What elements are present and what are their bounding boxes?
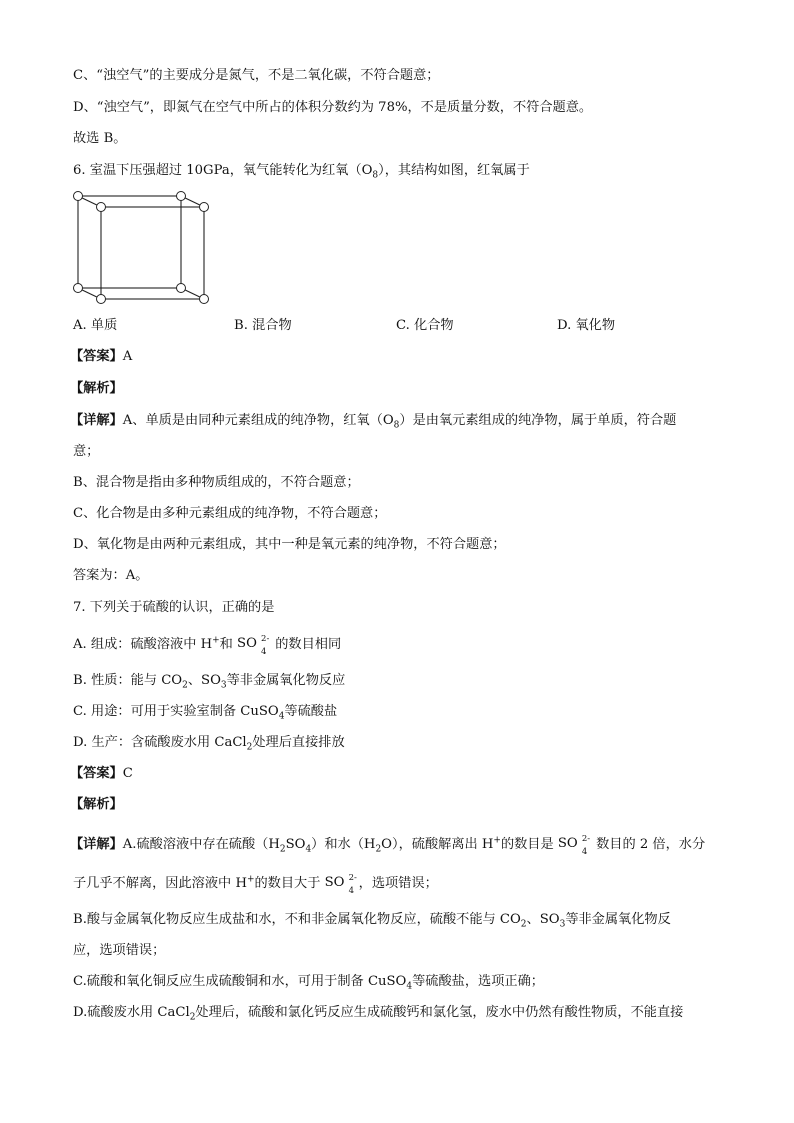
text: A.硫酸溶液中存在硫酸（H (122, 837, 280, 852)
text: 7. 下列关于硫酸的认识，正确的是 (73, 600, 275, 615)
text-line (73, 942, 165, 960)
subscript: 8 (372, 170, 379, 181)
text: ，选项错误； (358, 876, 438, 891)
subscript: 2 (520, 919, 527, 930)
text: C.硫酸和氧化铜反应生成硫酸铜和水，可用于制备 CuSO (73, 974, 407, 989)
text: D、氧化物是由两种元素组成，其中一种是氧元素的纯净物，不符合题意； (73, 537, 506, 552)
analysis-label: 【解析】 (70, 797, 123, 812)
option-a (73, 317, 117, 335)
question-6-stem (73, 162, 530, 180)
text: 和 (219, 637, 238, 652)
subscript: 3 (220, 680, 227, 691)
ion-charge: 2- (581, 834, 591, 844)
option-d (557, 317, 615, 335)
text: A、单质是由同种元素组成的纯净物，红氧（O (122, 413, 394, 428)
answer-value: A (122, 349, 133, 364)
text-line (73, 1004, 683, 1022)
subscript: 2 (375, 844, 382, 855)
detail-7-a (70, 834, 706, 857)
ion-charge: 2- (348, 873, 357, 883)
ion-base: SO (324, 875, 345, 890)
text: O），硫酸解离出 H (381, 837, 494, 852)
text-line (73, 973, 544, 991)
superscript: + (493, 835, 501, 846)
subscript: 4 (406, 981, 413, 992)
text: SO (285, 837, 306, 852)
text: 答案为：A。 (73, 568, 149, 583)
text-line (73, 873, 438, 896)
superscript: + (246, 874, 255, 885)
text: ）是由氧元素组成的纯净物，属于单质，符合题 (399, 413, 677, 428)
text: D. 氧化物 (557, 318, 616, 333)
analysis-label: 【解析】 (70, 381, 123, 396)
text-line (73, 67, 439, 85)
option-d (73, 734, 345, 752)
ion-base: SO (237, 636, 257, 651)
text-line (73, 130, 126, 148)
subscript: 4 (278, 711, 285, 722)
text: ）和水（H (311, 837, 376, 852)
text: A. 单质 (73, 318, 118, 333)
subscript: 2 (182, 680, 188, 691)
text-line (73, 443, 99, 461)
red-oxygen-structure-figure (70, 190, 220, 305)
text: 、SO (187, 673, 221, 688)
text: 数目的 2 倍，水分 (591, 837, 706, 852)
sulfate-ion (324, 873, 359, 896)
text: 应，选项错误； (73, 943, 166, 958)
text: 等硫酸盐 (284, 704, 338, 719)
text: 等非金属氧化物反应 (226, 673, 346, 688)
text: B. 性质：能与 CO (73, 673, 183, 688)
text: 意； (73, 444, 100, 459)
ion-subscript: 4 (261, 647, 267, 657)
text-line (73, 474, 360, 492)
subscript: 2 (279, 844, 286, 855)
answer-value: C (122, 766, 133, 781)
text: B、混合物是指由多种物质组成的，不符合题意； (73, 475, 360, 490)
subscript: 2 (189, 1012, 196, 1023)
detail-label: 【详解】 (70, 413, 123, 428)
subscript: 4 (305, 844, 312, 855)
option-b (234, 317, 292, 335)
ion-subscript: 4 (581, 847, 588, 857)
answer-7 (70, 765, 133, 783)
text: 处理后，硫酸和氯化钙反应生成硫酸钙和氯化氢，废水中仍然有酸性物质，不能直接 (195, 1005, 684, 1020)
analysis-7 (70, 796, 123, 814)
text: 故选 B。 (73, 131, 127, 146)
text: A. 组成：硫酸溶液中 H (73, 637, 213, 652)
option-b (73, 672, 345, 690)
analysis-6 (70, 380, 123, 398)
option-a (73, 634, 342, 657)
subscript: 3 (559, 919, 566, 930)
text: 、SO (526, 912, 560, 927)
text: 处理后直接排放 (252, 735, 345, 750)
text-line (73, 567, 148, 585)
text-line (73, 911, 671, 929)
text: D、“浊空气”，即氮气在空气中所占的体积分数约为 78%，不是质量分数，不符合题意。 (73, 100, 593, 115)
detail-6-a (70, 412, 676, 430)
text-line (73, 505, 386, 523)
text: C. 用途：可用于实验室制备 CuSO (73, 704, 279, 719)
text: 等硫酸盐，选项正确； (412, 974, 544, 989)
answer-6 (70, 348, 132, 366)
sulfate-ion (237, 634, 271, 657)
subscript: 2 (246, 742, 253, 753)
text: 的数目是 (500, 837, 558, 852)
option-c (73, 703, 337, 721)
ion-base: SO (557, 836, 578, 851)
text: D.硫酸废水用 CaCl (73, 1005, 190, 1020)
option-c (396, 317, 454, 335)
ion-charge: 2- (261, 634, 270, 644)
text: B. 混合物 (234, 318, 292, 333)
text: C、“浊空气”的主要成分是氮气，不是二氧化碳，不符合题意； (73, 68, 440, 83)
superscript: + (212, 635, 220, 646)
text: C. 化合物 (396, 318, 454, 333)
sulfate-ion (557, 834, 592, 857)
answer-label: 【答案】 (70, 766, 123, 781)
answer-label: 【答案】 (70, 349, 123, 364)
text: 子几乎不解离，因此溶液中 H (73, 876, 247, 891)
text: B.酸与金属氧化物反应生成盐和水，不和非金属氧化物反应，硫酸不能与 CO (73, 912, 521, 927)
text-line (73, 536, 506, 554)
text: 等非金属氧化物反 (565, 912, 671, 927)
text-line (73, 99, 592, 117)
text: 6. 室温下压强超过 10GPa，氧气能转化为红氧（O (73, 163, 373, 178)
text: 的数目相同 (271, 637, 342, 652)
subscript: 8 (393, 420, 400, 431)
text: 的数目大于 (254, 876, 325, 891)
detail-label: 【详解】 (70, 837, 123, 852)
text: C、化合物是由多种元素组成的纯净物，不符合题意； (73, 506, 387, 521)
text: D. 生产：含硫酸废水用 CaCl (73, 735, 247, 750)
question-7-stem (73, 599, 274, 617)
ion-subscript: 4 (348, 886, 355, 896)
text: ），其结构如图，红氧属于 (378, 163, 530, 178)
